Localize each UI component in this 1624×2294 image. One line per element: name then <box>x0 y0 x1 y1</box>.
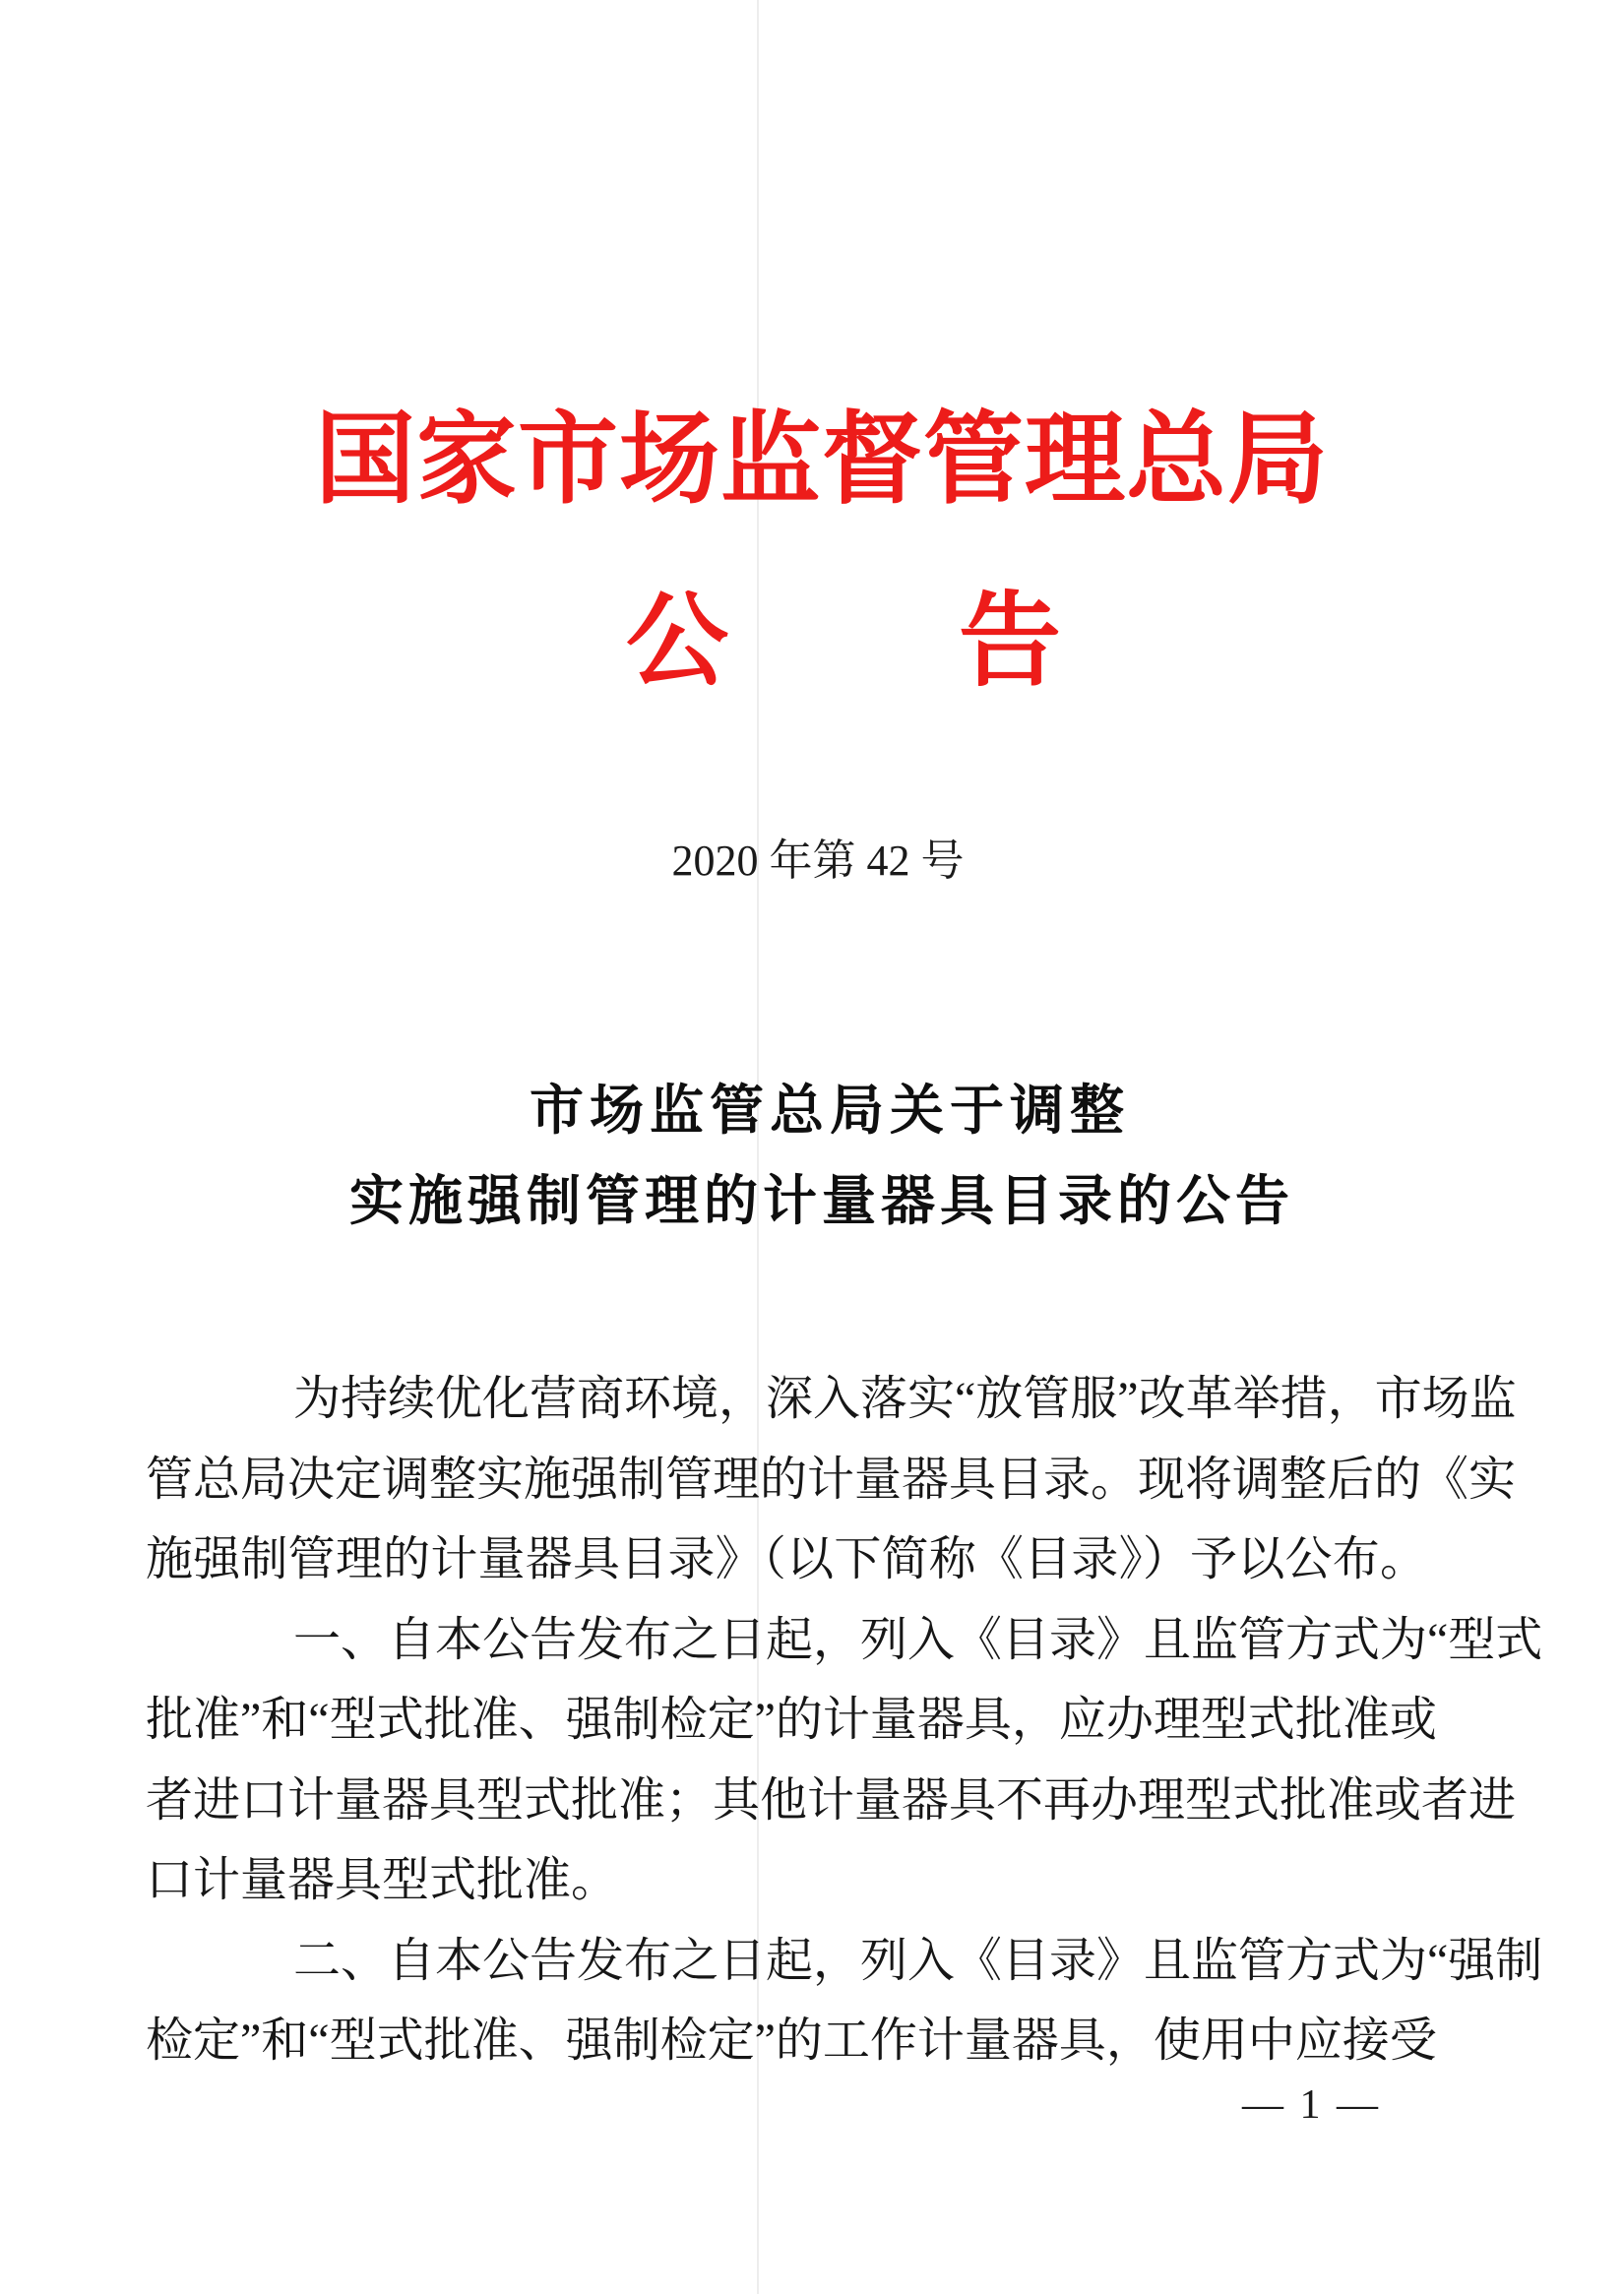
body-line-6: 者进口计量器具型式批准；其他计量器具不再办理型式批准或者进 <box>146 1774 1517 1827</box>
body-line-8: 二、自本公告发布之日起，列入《目录》且监管方式为“强制 <box>293 1935 1543 1987</box>
body-line-4: 一、自本公告发布之日起，列入《目录》且监管方式为“型式 <box>293 1614 1543 1666</box>
agency-masthead-title: 国家市场监督管理总局 <box>315 405 1329 517</box>
page-number: — 1 — <box>1242 2082 1381 2128</box>
body-line-2: 管总局决定调整实施强制管理的计量器具目录。现将调整后的《实 <box>146 1454 1517 1506</box>
body-line-5: 批准”和“型式批准、强制检定”的计量器具，应办理型式批准或 <box>146 1694 1437 1746</box>
announcement-char-right: 告 <box>959 586 1062 699</box>
document-number: 2020 年第 42 号 <box>671 837 965 885</box>
document-title-line2: 实施强制管理的计量器具目录的公告 <box>348 1170 1294 1231</box>
body-line-1: 为持续优化营商环境，深入落实“放管服”改革举措，市场监 <box>293 1373 1517 1425</box>
body-line-9: 检定”和“型式批准、强制检定”的工作计量器具，使用中应接受 <box>146 2015 1437 2067</box>
document-title-line1: 市场监管总局关于调整 <box>529 1080 1130 1141</box>
body-line-7: 口计量器具型式批准。 <box>146 1854 619 1906</box>
announcement-heading-gap <box>728 587 959 588</box>
announcement-char-left: 公 <box>626 586 729 699</box>
announcement-heading <box>626 587 1061 699</box>
body-line-3: 施强制管理的计量器具目录》（以下简称《目录》）予以公布。 <box>146 1533 1427 1585</box>
